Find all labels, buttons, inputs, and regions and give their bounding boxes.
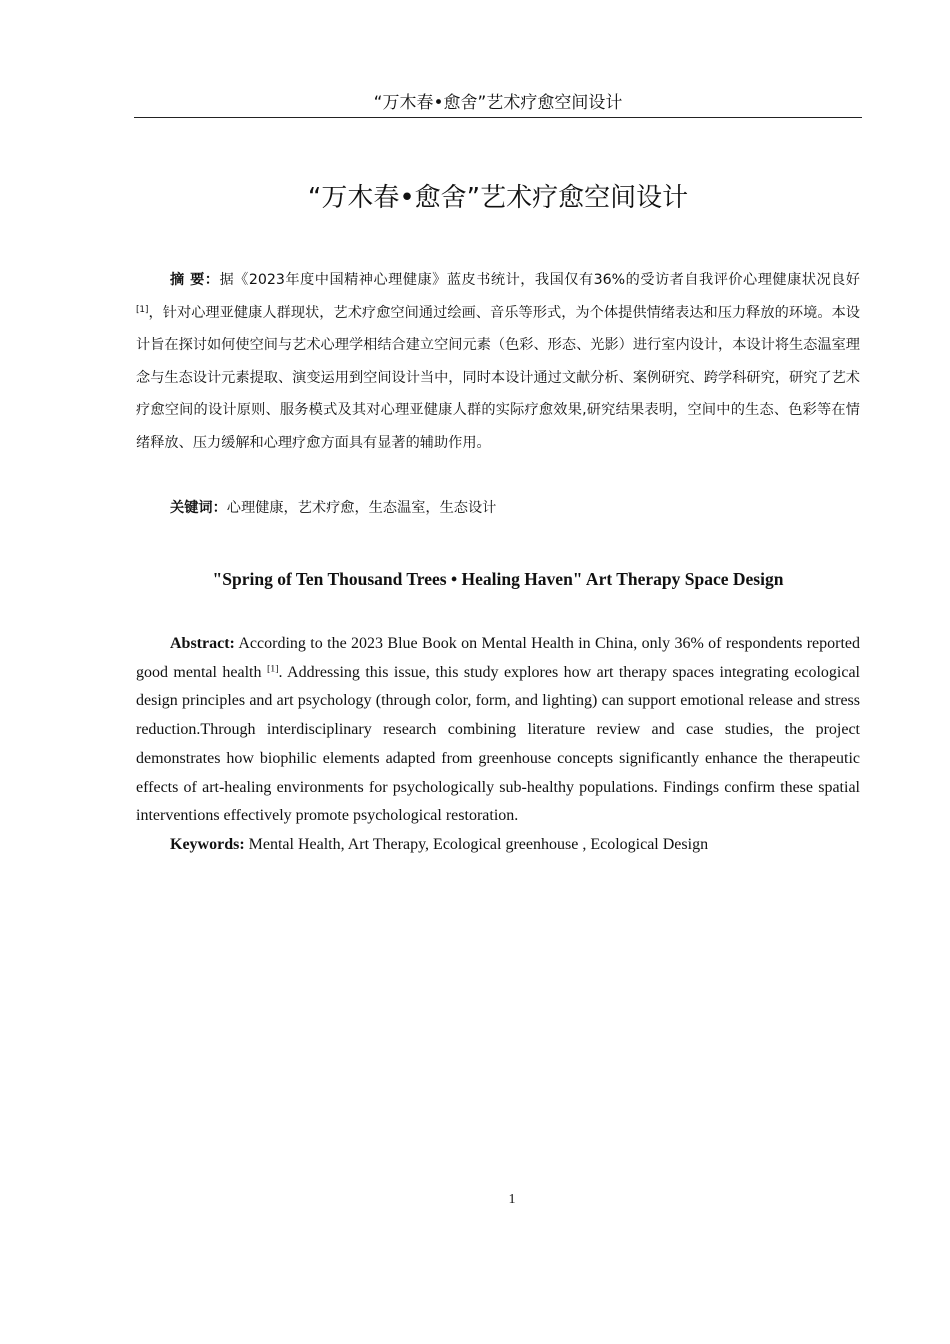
chinese-keywords-label: 关键词：: [170, 500, 227, 516]
chinese-abstract: [136, 264, 860, 460]
chinese-keywords: [136, 492, 860, 524]
english-keywords: [136, 831, 860, 859]
english-abstract-citation: [1]: [266, 663, 279, 675]
english-abstract-text-2: . Addressing this issue, this study explores how art therapy spaces integrating ecological design principles and art psychology (through color, form, and lighting) can support emotional release and stress reduction.Through interdisciplinary research combining literature review and case studies, the project demonstrates how biophilic elements adapted from greenhouse concepts significantly enhance the therapeutic effects of art-healing environments for psychologically sub-healthy populations. Findings confirm these spatial interventions effectively promote psychological restoration.: [136, 663, 861, 825]
chinese-abstract-text-1: 据《2023年度中国精神心理健康》蓝皮书统计，我国仅有36%的受访者自我评价心理健康状况良好: [219, 272, 860, 288]
english-keywords-label: Keywords:: [170, 836, 245, 853]
english-keywords-text: Mental Health, Art Therapy, Ecological greenhouse , Ecological Design: [244, 836, 709, 853]
chinese-title: “万木春•愈舍”艺术疗愈空间设计: [307, 183, 689, 213]
english-abstract-text-1: According to the 2023 Blue Book on Mental Health in China, only 36% of respondents reported good mental health: [136, 635, 860, 681]
chinese-abstract-label: 摘 要：: [170, 272, 220, 288]
chinese-keywords-text: 心理健康，艺术疗愈，生态温室，生态设计: [226, 500, 497, 516]
header-rule: [134, 117, 862, 118]
chinese-abstract-citation: [1]: [136, 304, 149, 315]
chinese-abstract-text-2: ，针对心理亚健康人群现状，艺术疗愈空间通过绘画、音乐等形式，为个体提供情绪表达和压力释放的环境。本设计旨在探讨如何使空间与艺术心理学相结合建立空间元素（色彩、形态、光影）进行室内设计，本设计将生态温室理念与生态设计元素提取、演变运用到空间设计当中，同时本设计通过文献分析、案例研究、跨学科研究，研究了艺术疗愈空间的设计原则、服务模式及其对心理亚健康人群的实际疗愈效果,研究结果表明，空间中的生态、色彩等在情绪释放、压力缓解和心理疗愈方面具有显著的辅助作用。: [136, 304, 860, 451]
page-number: 1: [508, 1192, 516, 1207]
english-abstract-label: Abstract:: [170, 635, 235, 652]
english-abstract: [136, 630, 860, 831]
english-title: "Spring of Ten Thousand Trees • Healing Haven" Art Therapy Space Design: [212, 569, 784, 589]
running-header: “万木春•愈舍”艺术疗愈空间设计: [373, 93, 623, 113]
